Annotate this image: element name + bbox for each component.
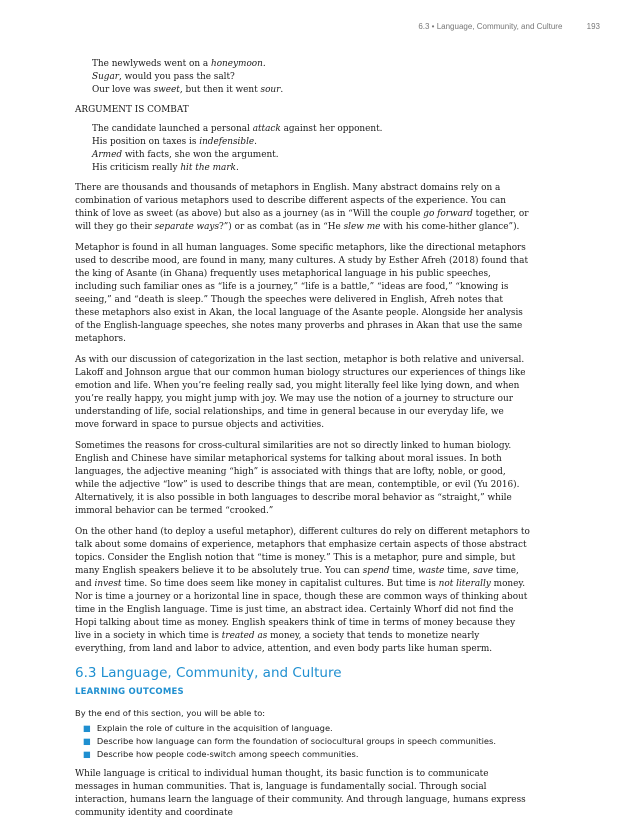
running-title: 6.3 • Language, Community, and Culture: [418, 22, 563, 31]
bullet-icon: ■: [83, 723, 91, 733]
emphasis: spend: [362, 566, 390, 576]
examples-argument: [75, 123, 530, 175]
page-number: 193: [586, 22, 600, 31]
example-line: His criticism really hit the mark.: [92, 163, 239, 173]
page-content: [75, 58, 530, 828]
example-line: His position on taxes is indefensible.: [92, 137, 257, 147]
running-header: [40, 22, 600, 31]
emphasis: waste: [418, 566, 445, 576]
outcome-text: Explain the role of culture in the acquisition of language.: [96, 723, 333, 733]
learning-outcomes-heading: LEARNING OUTCOMES: [75, 687, 184, 697]
emphasis: attack: [252, 124, 281, 134]
bullet-icon: ■: [83, 749, 91, 759]
paragraph: As with our discussion of categorization in the last section, metaphor is both relative and universal. Lakoff and Johnson argue that our common human biology structures our experiences of things like emotion and life. When you’re feeling really sad, you might literally feel like lying down, and when you’re really happy, you might jump with joy. We may use the notion of a journey to structure our understanding of life, social relationships, and time in general because in our everyday life, we move forward in space to pursue objects and activities.: [75, 355, 526, 430]
paragraph: There are thousands and thousands of metaphors in English. Many abstract domains rely on a combination of various metaphors used to describe different aspects of the experience. You can think of love as sweet (as above) but also as a journey (as in “Will the couple go forward together, or will they go their separate ways?”) or as combat (as in “He slew me with his come-hither glance”).: [75, 183, 529, 232]
example-line: Our love was sweet, but then it went sour.: [92, 85, 284, 95]
example-line: Armed with facts, she won the argument.: [92, 150, 279, 160]
examples-love: [75, 58, 530, 97]
section-title: 6.3 Language, Community, and Culture: [75, 665, 342, 681]
list-item: [83, 722, 530, 735]
outcome-text: Describe how language can form the foundation of sociocultural groups in speech communities.: [96, 736, 496, 746]
bullet-icon: ■: [83, 736, 91, 746]
emphasis: honeymoon: [210, 59, 263, 69]
paragraph: While language is critical to individual human thought, its basic function is to communicate messages in human communities. That is, language is fundamentally social. Through social interaction, humans learn the language of their community. And through language, humans express community identity and coordinate: [75, 769, 526, 818]
list-item: [83, 735, 530, 748]
example-line: The candidate launched a personal attack against her opponent.: [92, 124, 383, 134]
emphasis: sour: [260, 85, 281, 95]
emphasis: Sugar: [92, 72, 120, 82]
emphasis: sweet: [153, 85, 180, 95]
emphasis: slew me: [343, 222, 381, 232]
emphasis: go forward: [423, 209, 473, 219]
emphasis: save: [472, 566, 494, 576]
list-item: [83, 748, 530, 761]
emphasis: hit the mark: [180, 163, 236, 173]
emphasis: Armed: [92, 150, 123, 160]
emphasis: not literally: [438, 579, 491, 589]
argument-heading: ARGUMENT IS COMBAT: [75, 105, 189, 115]
example-line: Sugar, would you pass the salt?: [92, 72, 235, 82]
paragraph: Metaphor is found in all human languages. Some specific metaphors, like the directional metaphors used to describe mood, are found in many, many cultures. A study by Esther Afreh (2018) found that the king of Asante (in Ghana) frequently uses metaphorical language in his public speeches, including such familiar ones as “life is a journey,” “life is a battle,” “ideas are food,” “knowing is seeing,” and “death is sleep.” Though the speeches were delivered in English, Afreh notes that these metaphors also exist in Akan, the local language of the Asante people. Alongside her analysis of the English-language speeches, she notes many proverbs and phrases in Akan that use the same metaphors.: [75, 243, 529, 344]
example-line: The newlyweds went on a honeymoon.: [92, 59, 266, 69]
paragraph: Sometimes the reasons for cross-cultural similarities are not so directly linked to human biology. English and Chinese have similar metaphorical systems for talking about moral issues. In both languages, the adjective meaning “high” is associated with things that are lofty, noble, or good, while the adjective “low” is used to describe things that are mean, contemptible, or evil (Yu 2016). Alternatively, it is also possible in both languages to describe moral behavior as “straight,” while immoral behavior can be termed “crooked.”: [75, 441, 520, 516]
emphasis: separate ways: [154, 222, 220, 232]
emphasis: indefensible: [199, 137, 255, 147]
outcome-text: Describe how people code-switch among speech communities.: [96, 749, 359, 759]
learning-outcomes-intro: By the end of this section, you will be able to:: [75, 708, 266, 718]
paragraph: On the other hand (to deploy a useful metaphor), different cultures do rely on different metaphors to talk about some domains of experience, metaphors that emphasize certain aspects of those abstract topics. Consider the English notion that “time is money.” This is a metaphor, pure and simple, but many English speakers believe it to be absolutely true. You can spend time, waste time, save time, and invest time. So time does seem like money in capitalist cultures. But time is not literally money. Nor is time a journey or a horizontal line in space, though these are common ways of thinking about time in the English language. Time is just time, an abstract idea. Certainly Whorf did not find the Hopi talking about time as money. English speakers think of time in terms of money because they live in a society in which time is treated as money, a society that tends to monetize nearly everything, from land and labor to advice, attention, and even body parts like human sperm.: [75, 527, 530, 654]
learning-outcomes-list: [75, 722, 530, 761]
emphasis: invest: [94, 579, 122, 589]
emphasis: treated as: [221, 631, 268, 641]
